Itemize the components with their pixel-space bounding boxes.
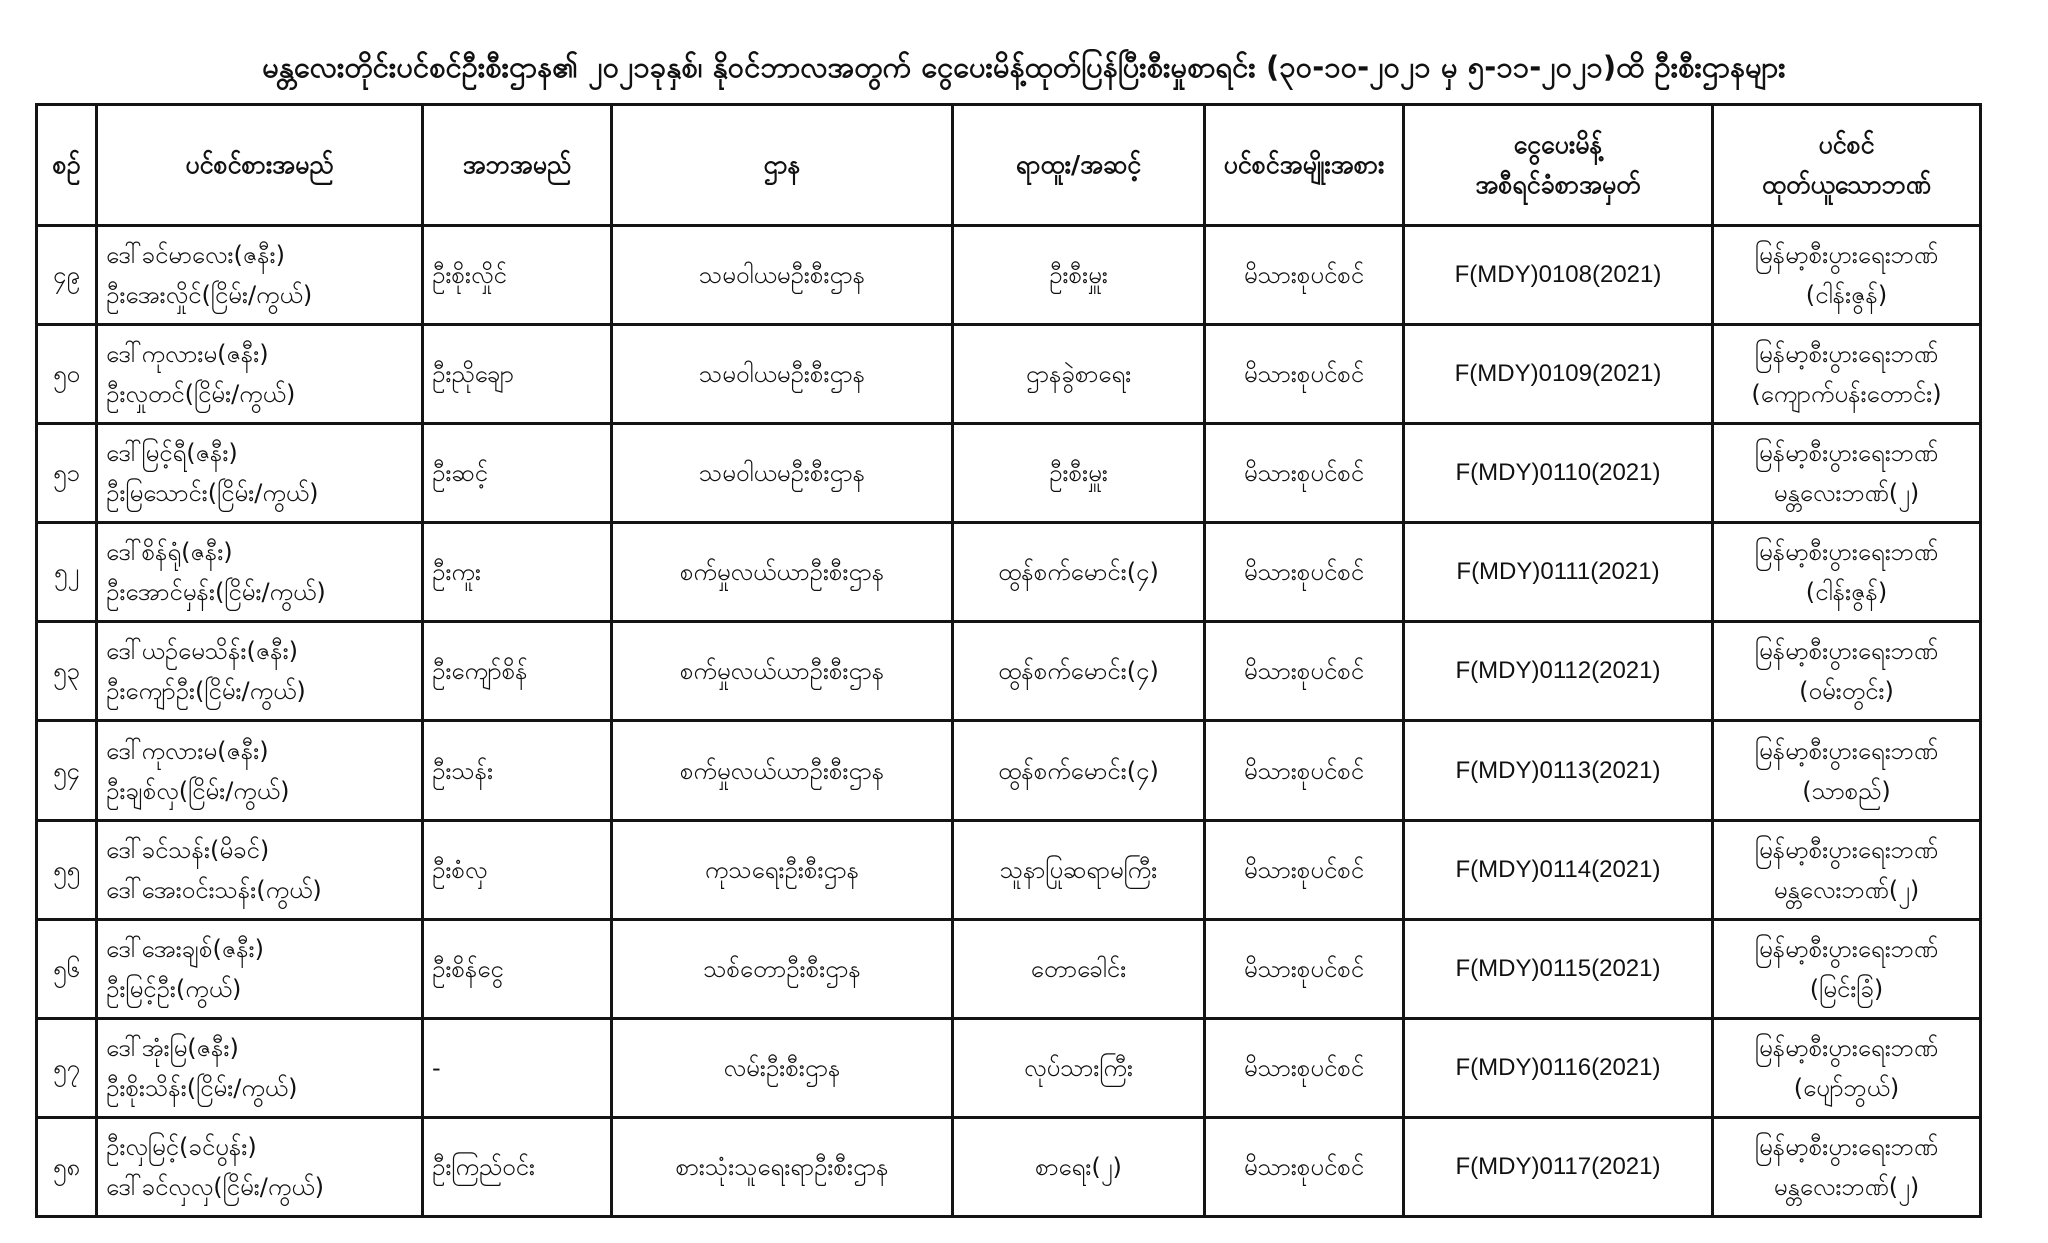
- cell-no: ၄၉: [37, 226, 97, 325]
- header-reference-line1: ငွေပေးမိန့်: [1513, 130, 1603, 159]
- cell-pension-type: မိသားစုပင်စင်: [1205, 721, 1404, 820]
- table-row: [37, 523, 1981, 622]
- cell-department: ကုသရေးဦးစီးဌာန: [612, 820, 953, 919]
- cell-no: ၅၇: [37, 1018, 97, 1117]
- header-no: စဉ်: [37, 105, 97, 226]
- cell-father-name: ဦးစံလှ: [423, 820, 612, 919]
- pensioner-name: ဒေါ်စိန်ရုံ(ဇနီး): [106, 538, 233, 567]
- cell-rank: စာရေး(၂): [953, 1117, 1205, 1216]
- bank-branch: (ပျော်ဘွယ်): [1793, 1073, 1900, 1102]
- cell-pension-type: မိသားစုပင်စင်: [1205, 1018, 1404, 1117]
- cell-department: လမ်းဦးစီးဌာန: [612, 1018, 953, 1117]
- cell-pensioner-name: [97, 1117, 423, 1216]
- cell-father-name: ဦးဆင့်: [423, 424, 612, 523]
- table-header-row: [37, 105, 1981, 226]
- cell-no: ၅၅: [37, 820, 97, 919]
- table-row: [37, 325, 1981, 424]
- cell-pension-type: မိသားစုပင်စင်: [1205, 919, 1404, 1018]
- bank-name: မြန်မာ့စီးပွားရေးဘဏ်: [1754, 736, 1939, 765]
- cell-issuing-bank: [1713, 424, 1981, 523]
- bank-branch: မန္တလေးဘဏ်(၂): [1773, 875, 1920, 904]
- pensioner-name: ဒေါ်ခင်မာလေး(ဇနီး): [106, 241, 285, 270]
- cell-father-name: -: [423, 1018, 612, 1117]
- cell-issuing-bank: [1713, 721, 1981, 820]
- cell-father-name: ဦးကူး: [423, 523, 612, 622]
- table-row: [37, 1018, 1981, 1117]
- deceased-name: ဦးလှုတင်(ငြိမ်း/ကွယ်): [106, 380, 296, 409]
- bank-name: မြန်မာ့စီးပွားရေးဘဏ်: [1754, 835, 1939, 864]
- cell-department: စက်မှုလယ်ယာဦးစီးဌာန: [612, 523, 953, 622]
- cell-father-name: ဦးညိုချော: [423, 325, 612, 424]
- pensioner-name: ဒေါ်ယဉ်မေသိန်း(ဇနီး): [106, 637, 299, 666]
- bank-branch: မန္တလေးဘဏ်(၂): [1773, 479, 1920, 508]
- cell-rank: ဌာနခွဲစာရေး: [953, 325, 1205, 424]
- deceased-name: ဦးမြသောင်း(ငြိမ်း/ကွယ်): [106, 479, 319, 508]
- cell-pension-type: မိသားစုပင်စင်: [1205, 820, 1404, 919]
- table-row: [37, 721, 1981, 820]
- cell-department: သမဝါယမဦးစီးဌာန: [612, 424, 953, 523]
- cell-reference-no: F(MDY)0108(2021): [1404, 226, 1713, 325]
- cell-issuing-bank: [1713, 1018, 1981, 1117]
- deceased-name: ဦးအောင်မှန်း(ငြိမ်း/ကွယ်): [106, 578, 326, 607]
- cell-father-name: ဦးစိန်ငွေ: [423, 919, 612, 1018]
- cell-no: ၅၁: [37, 424, 97, 523]
- bank-branch: (သာစည်): [1802, 776, 1891, 805]
- bank-name: မြန်မာ့စီးပွားရေးဘဏ်: [1754, 1033, 1939, 1062]
- cell-no: ၅၆: [37, 919, 97, 1018]
- pensioner-name: ဦးလှမြင့်(ခင်ပွန်း): [106, 1132, 257, 1161]
- cell-pension-type: မိသားစုပင်စင်: [1205, 226, 1404, 325]
- cell-pensioner-name: [97, 325, 423, 424]
- bank-branch: (ငါန်းဇွန်): [1805, 578, 1888, 607]
- deceased-name: ဒေါ်ခင်လှလှ(ငြိမ်း/ကွယ်): [106, 1172, 324, 1201]
- cell-pensioner-name: [97, 820, 423, 919]
- cell-reference-no: F(MDY)0113(2021): [1404, 721, 1713, 820]
- bank-name: မြန်မာ့စီးပွားရေးဘဏ်: [1754, 637, 1939, 666]
- cell-pensioner-name: [97, 226, 423, 325]
- pensioner-name: ဒေါ်အေးချစ်(ဇနီး): [106, 934, 264, 963]
- bank-name: မြန်မာ့စီးပွားရေးဘဏ်: [1754, 340, 1939, 369]
- cell-rank: ထွန်စက်မောင်း(၄): [953, 523, 1205, 622]
- deceased-name: ဒေါ်အေးဝင်းသန်း(ကွယ်): [106, 875, 322, 904]
- cell-issuing-bank: [1713, 919, 1981, 1018]
- header-reference-no: [1404, 105, 1713, 226]
- table-row: [37, 424, 1981, 523]
- header-bank-line1: ပင်စင်: [1818, 130, 1875, 159]
- bank-branch: (ငါန်းဇွန်): [1805, 281, 1888, 310]
- header-father-name: အဘအမည်: [423, 105, 612, 226]
- header-rank: ရာထူး/အဆင့်: [953, 105, 1205, 226]
- cell-no: ၅၈: [37, 1117, 97, 1216]
- pensioner-name: ဒေါ်ခင်သန်း(မိခင်): [106, 835, 270, 864]
- cell-rank: ဦးစီးမှူး: [953, 424, 1205, 523]
- cell-pension-type: မိသားစုပင်စင်: [1205, 424, 1404, 523]
- header-bank-line2: ထုတ်ယူသောဘဏ်: [1761, 170, 1932, 199]
- cell-pensioner-name: [97, 523, 423, 622]
- cell-reference-no: F(MDY)0116(2021): [1404, 1018, 1713, 1117]
- bank-name: မြန်မာ့စီးပွားရေးဘဏ်: [1754, 439, 1939, 468]
- deceased-name: ဦးမြင့်ဦး(ကွယ်): [106, 974, 242, 1003]
- cell-rank: တောခေါင်း: [953, 919, 1205, 1018]
- deceased-name: ဦးအေးလှိုင်(ငြိမ်း/ကွယ်): [106, 281, 313, 310]
- pension-table: [35, 103, 1982, 1218]
- cell-pensioner-name: [97, 1018, 423, 1117]
- cell-reference-no: F(MDY)0109(2021): [1404, 325, 1713, 424]
- header-reference-line2: အစီရင်ခံစာအမှတ်: [1475, 170, 1641, 199]
- cell-issuing-bank: [1713, 622, 1981, 721]
- cell-issuing-bank: [1713, 523, 1981, 622]
- cell-issuing-bank: [1713, 325, 1981, 424]
- table-row: [37, 226, 1981, 325]
- cell-reference-no: F(MDY)0115(2021): [1404, 919, 1713, 1018]
- header-department: ဌာန: [612, 105, 953, 226]
- cell-department: စက်မှုလယ်ယာဦးစီးဌာန: [612, 622, 953, 721]
- pensioner-name: ဒေါ်ကုလားမ(ဇနီး): [106, 340, 269, 369]
- header-pensioner-name: ပင်စင်စားအမည်: [97, 105, 423, 226]
- table-row: [37, 820, 1981, 919]
- header-issuing-bank: [1713, 105, 1981, 226]
- deceased-name: ဦးကျော်ဦး(ငြိမ်း/ကွယ်): [106, 677, 306, 706]
- bank-name: မြန်မာ့စီးပွားရေးဘဏ်: [1754, 934, 1939, 963]
- cell-father-name: ဦးကြည်ဝင်း: [423, 1117, 612, 1216]
- cell-rank: လုပ်သားကြီး: [953, 1018, 1205, 1117]
- header-pension-type: ပင်စင်အမျိုးအစား: [1205, 105, 1404, 226]
- cell-reference-no: F(MDY)0117(2021): [1404, 1117, 1713, 1216]
- bank-branch: (ကျောက်ပန်းတောင်း): [1751, 380, 1942, 409]
- cell-department: သစ်တောဦးစီးဌာန: [612, 919, 953, 1018]
- bank-name: မြန်မာ့စီးပွားရေးဘဏ်: [1754, 241, 1939, 270]
- cell-no: ၅၄: [37, 721, 97, 820]
- cell-department: သမဝါယမဦးစီးဌာန: [612, 226, 953, 325]
- pension-table-container: [35, 103, 1979, 1218]
- cell-pensioner-name: [97, 919, 423, 1018]
- table-row: [37, 919, 1981, 1018]
- table-row: [37, 622, 1981, 721]
- bank-name: မြန်မာ့စီးပွားရေးဘဏ်: [1754, 1132, 1939, 1161]
- cell-pension-type: မိသားစုပင်စင်: [1205, 523, 1404, 622]
- cell-issuing-bank: [1713, 226, 1981, 325]
- cell-no: ၅၃: [37, 622, 97, 721]
- cell-department: စက်မှုလယ်ယာဦးစီးဌာန: [612, 721, 953, 820]
- cell-no: ၅၀: [37, 325, 97, 424]
- cell-pension-type: မိသားစုပင်စင်: [1205, 1117, 1404, 1216]
- cell-reference-no: F(MDY)0110(2021): [1404, 424, 1713, 523]
- cell-pension-type: မိသားစုပင်စင်: [1205, 622, 1404, 721]
- cell-rank: ထွန်စက်မောင်း(၄): [953, 721, 1205, 820]
- cell-pensioner-name: [97, 622, 423, 721]
- cell-reference-no: F(MDY)0111(2021): [1404, 523, 1713, 622]
- cell-department: စားသုံးသူရေးရာဦးစီးဌာန: [612, 1117, 953, 1216]
- cell-rank: ဦးစီးမှူး: [953, 226, 1205, 325]
- cell-reference-no: F(MDY)0114(2021): [1404, 820, 1713, 919]
- bank-branch: မန္တလေးဘဏ်(၂): [1773, 1172, 1920, 1201]
- bank-name: မြန်မာ့စီးပွားရေးဘဏ်: [1754, 538, 1939, 567]
- cell-rank: သူနာပြုဆရာမကြီး: [953, 820, 1205, 919]
- deceased-name: ဦးချစ်လှ(ငြိမ်း/ကွယ်): [106, 776, 290, 805]
- cell-father-name: ဦးကျော်စိန်: [423, 622, 612, 721]
- pensioner-name: ဒေါ်အုံးမြ(ဇနီး): [106, 1033, 239, 1062]
- deceased-name: ဦးစိုးသိန်း(ငြိမ်း/ကွယ်): [106, 1073, 298, 1102]
- cell-father-name: ဦးသန်း: [423, 721, 612, 820]
- bank-branch: (မြင်းခြံ): [1809, 974, 1884, 1003]
- cell-pensioner-name: [97, 721, 423, 820]
- cell-no: ၅၂: [37, 523, 97, 622]
- cell-reference-no: F(MDY)0112(2021): [1404, 622, 1713, 721]
- pensioner-name: ဒေါ်မြင့်ရီ(ဇနီး): [106, 439, 238, 468]
- bank-branch: (ဝမ်းတွင်း): [1799, 677, 1894, 706]
- cell-issuing-bank: [1713, 820, 1981, 919]
- pensioner-name: ဒေါ်ကုလားမ(ဇနီး): [106, 736, 269, 765]
- page-title: မန္တလေးတိုင်းပင်စင်ဦးစီးဌာန၏ ၂၀၂၁ခုနှစ်၊ နိုဝင်ဘာလအတွက် ငွေပေးမိန့်ထုတ်ပြန်ပြီးစီးမှုစာရင်း (၃၀-၁၀-၂၀၂၁ မှ ၅-၁၁-၂၀၂၁)ထိ ဦးစီးဌာနများ: [262, 50, 1786, 84]
- table-row: [37, 1117, 1981, 1216]
- cell-issuing-bank: [1713, 1117, 1981, 1216]
- cell-pensioner-name: [97, 424, 423, 523]
- cell-pension-type: မိသားစုပင်စင်: [1205, 325, 1404, 424]
- cell-father-name: ဦးစိုးလှိုင်: [423, 226, 612, 325]
- cell-rank: ထွန်စက်မောင်း(၄): [953, 622, 1205, 721]
- cell-department: သမဝါယမဦးစီးဌာန: [612, 325, 953, 424]
